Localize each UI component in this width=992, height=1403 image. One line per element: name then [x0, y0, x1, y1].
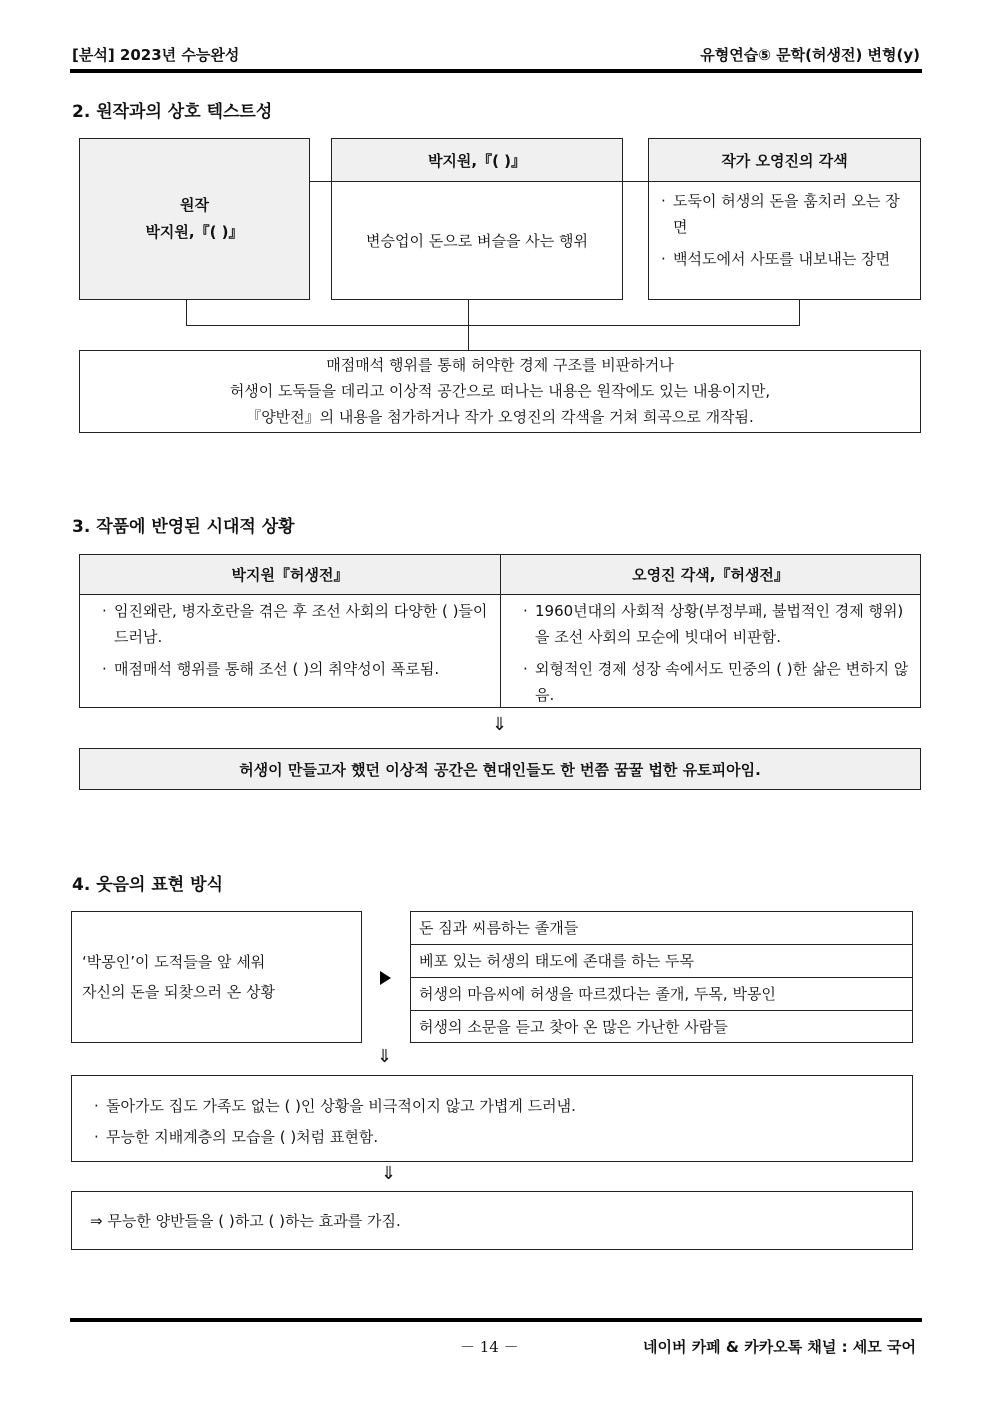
- section3-title: 3. 작품에 반영된 시대적 상황: [72, 517, 295, 537]
- table-cell-right: [500, 594, 921, 708]
- situation-line: 자신의 돈을 되찾으러 온 상황: [82, 983, 275, 1001]
- mid-box-title: 박지원,『( )』: [331, 138, 623, 182]
- original-work-title: 박지원,『( )』: [145, 223, 244, 241]
- effect-box: [71, 1075, 913, 1162]
- era-item: · 임진왜란, 병자호란을 겪은 후 조선 사회의 다양한 ( )들이 드러남.: [100, 598, 492, 650]
- summary-line: 『양반전』의 내용을 첨가하거나 작가 오영진의 각색을 거쳐 희곡으로 개작됨.: [246, 408, 754, 426]
- adaptation-item: · 도둑이 허생의 돈을 훔치러 오는 장면: [659, 188, 912, 240]
- down-arrow-icon: ⇓: [381, 1163, 397, 1184]
- header-left: [분석] 2023년 수능완성: [72, 46, 240, 64]
- footer-brand: 네이버 카페 & 카카오톡 채널 : 세모 국어: [643, 1338, 916, 1356]
- original-work-label: 원작: [180, 196, 209, 214]
- connector-line: [310, 181, 331, 182]
- final-effect-box: ⇒ 무능한 양반들을 ( )하고 ( )하는 효과를 가짐.: [71, 1191, 913, 1250]
- table-header-left: 박지원『허생전』: [79, 554, 501, 595]
- connector-line: [799, 300, 800, 326]
- connector-line: [186, 300, 187, 326]
- list-item: 허생의 소문을 듣고 찾아 온 많은 가난한 사람들: [410, 1010, 913, 1043]
- original-work-box: [79, 138, 310, 300]
- page-number: － 14 －: [460, 1338, 519, 1356]
- summary-line: 허생이 도둑들을 데리고 이상적 공간으로 떠나는 내용은 원작에도 있는 내용이지만,: [229, 382, 771, 400]
- header-right: 유형연습⑤ 문학(허생전) 변형(y): [700, 46, 920, 64]
- adaptation-box-title: 작가 오영진의 각색: [648, 138, 921, 182]
- section2-title: 2. 원작과의 상호 텍스트성: [72, 102, 273, 122]
- section4-title: 4. 웃음의 표현 방식: [72, 875, 223, 895]
- effect-item: · 돌아가도 집도 가족도 없는 ( )인 상황을 비극적이지 않고 가볍게 드러냄.: [92, 1091, 912, 1122]
- connector-line: [186, 325, 800, 326]
- era-item: · 1960년대의 사회적 상황(부정부패, 불법적인 경제 행위)을 조선 사회의 모순에 빗대어 비판함.: [521, 598, 912, 650]
- list-item: 베포 있는 허생의 태도에 존대를 하는 두목: [410, 944, 913, 978]
- effect-item: · 무능한 지배계층의 모습을 ( )처럼 표현함.: [92, 1122, 912, 1153]
- situation-line: ‘박몽인’이 도적들을 앞 세워: [82, 953, 266, 971]
- right-triangle-icon: [380, 971, 391, 985]
- era-item: · 매점매석 행위를 통해 조선 ( )의 취약성이 폭로됨.: [100, 656, 492, 682]
- list-item: 허생의 마음씨에 허생을 따르겠다는 졸개, 두목, 박몽인: [410, 977, 913, 1011]
- adaptation-box-content: [648, 181, 921, 300]
- down-arrow-icon: ⇓: [377, 1046, 393, 1067]
- summary-line: 매점매석 행위를 통해 허약한 경제 구조를 비판하거나: [326, 356, 674, 374]
- header-divider: [70, 69, 922, 73]
- down-arrow-icon: ⇓: [492, 714, 508, 735]
- section2-summary-box: [79, 350, 921, 433]
- list-item: 돈 짐과 씨름하는 졸개들: [410, 911, 913, 945]
- situation-box: [71, 911, 362, 1043]
- era-item: · 외형적인 경제 성장 속에서도 민중의 ( )한 삶은 변하지 않음.: [521, 656, 912, 708]
- mid-box-content: 변승업이 돈으로 벼슬을 사는 행위: [331, 181, 623, 300]
- table-cell-left: [79, 594, 501, 708]
- table-header-right: 오영진 각색,『허생전』: [500, 554, 921, 595]
- adaptation-item: · 백석도에서 사또를 내보내는 장면: [659, 246, 912, 272]
- footer-divider: [70, 1318, 922, 1322]
- connector-line: [623, 181, 648, 182]
- section3-conclusion: 허생이 만들고자 했던 이상적 공간은 현대인들도 한 번쯤 꿈꿀 법한 유토피아임.: [79, 748, 921, 790]
